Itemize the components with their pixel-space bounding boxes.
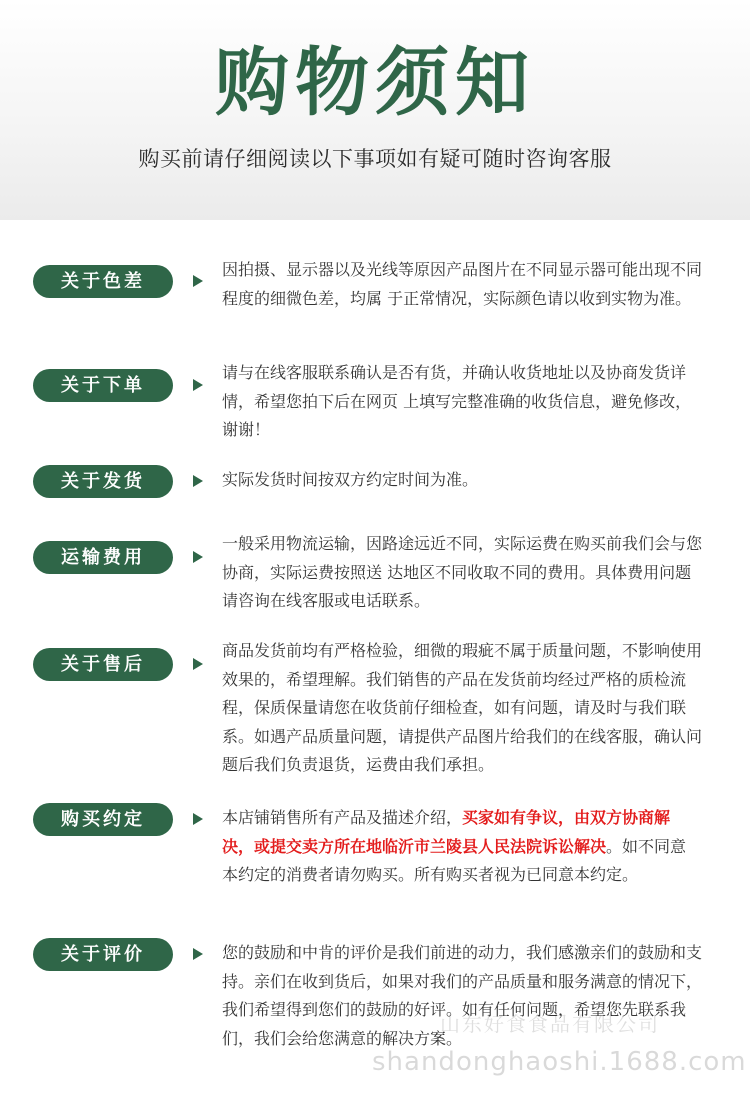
section-text: 一般采用物流运输，因路途远近不同，实际运费在购买前我们会与您协商，实际运费按照送 达地区不同收取不同的费用。具体费用问题请咨询在线客服或电话联系。: [222, 534, 703, 610]
section-text: 请与在线客服联系确认是否有货，并确认收货地址以及协商发货详情，希望您拍下后在网页 上填写完整准确的收货信息，避免修改，谢谢！: [222, 363, 692, 439]
agreement-text-after: 。如不同意本约定的消费者请勿购买。所有购买者视为已同意本约定。: [222, 836, 687, 884]
agreement-text-before: 本店铺销售所有产品及描述介绍，: [222, 808, 463, 827]
page-title: 购物须知: [215, 40, 535, 126]
section-text: 实际发货时间按双方约定时间为准。: [222, 470, 479, 489]
section-label-pill: 关于色差: [33, 265, 173, 298]
triangle-right-icon: [193, 379, 203, 391]
site-watermark: shandonghaoshi.1688.com: [372, 1047, 747, 1077]
section-label-pill: 关于售后: [33, 648, 173, 681]
header-banner: [0, 0, 750, 220]
section-text: 您的鼓励和中肯的评价是我们前进的动力，我们感激亲们的鼓励和支持。亲们在收到货后，如果对我们的产品质量和服务满意的情况下，我们希望得到您们的鼓励的好评。如有任何问题，希望您先联系我们，我们会给您满意的解决方案。: [222, 943, 703, 1048]
triangle-right-icon: [193, 658, 203, 670]
section-label-pill: 关于发货: [33, 465, 173, 498]
agreement-highlight-text: 买家如有争议，由双方协商解决，或提交卖方所在地临沂市兰陵县人民法院诉讼解决: [222, 808, 671, 856]
triangle-right-icon: [193, 275, 203, 287]
section-label-pill: 购买约定: [33, 803, 173, 836]
triangle-right-icon: [193, 813, 203, 825]
section-label-pill: 关于评价: [33, 938, 173, 971]
triangle-right-icon: [193, 475, 203, 487]
section-label-pill: 运输费用: [33, 541, 173, 574]
page-subtitle: 购买前请仔细阅读以下事项如有疑可随时咨询客服: [138, 147, 612, 171]
triangle-right-icon: [193, 948, 203, 960]
triangle-right-icon: [193, 551, 203, 563]
section-label-pill: 关于下单: [33, 369, 173, 402]
section-text: 因拍摄、显示器以及光线等原因产品图片在不同显示器可能出现不同程度的细微色差，均属 于正常情况，实际颜色请以收到实物为准。: [222, 260, 703, 308]
section-text: 商品发货前均有严格检验，细微的瑕疵不属于质量问题，不影响使用效果的，希望理解。我们销售的产品在发货前均经过严格的质检流程，保质保量请您在收货前仔细检查，如有问题，请及时与我们联系。如遇产品质量问题，请提供产品图片给我们的在线客服，确认问题后我们负责退货，运费由我们承担。: [222, 641, 703, 774]
section-text: [222, 804, 702, 890]
company-watermark: 山东好食食品有限公司: [440, 1012, 660, 1036]
